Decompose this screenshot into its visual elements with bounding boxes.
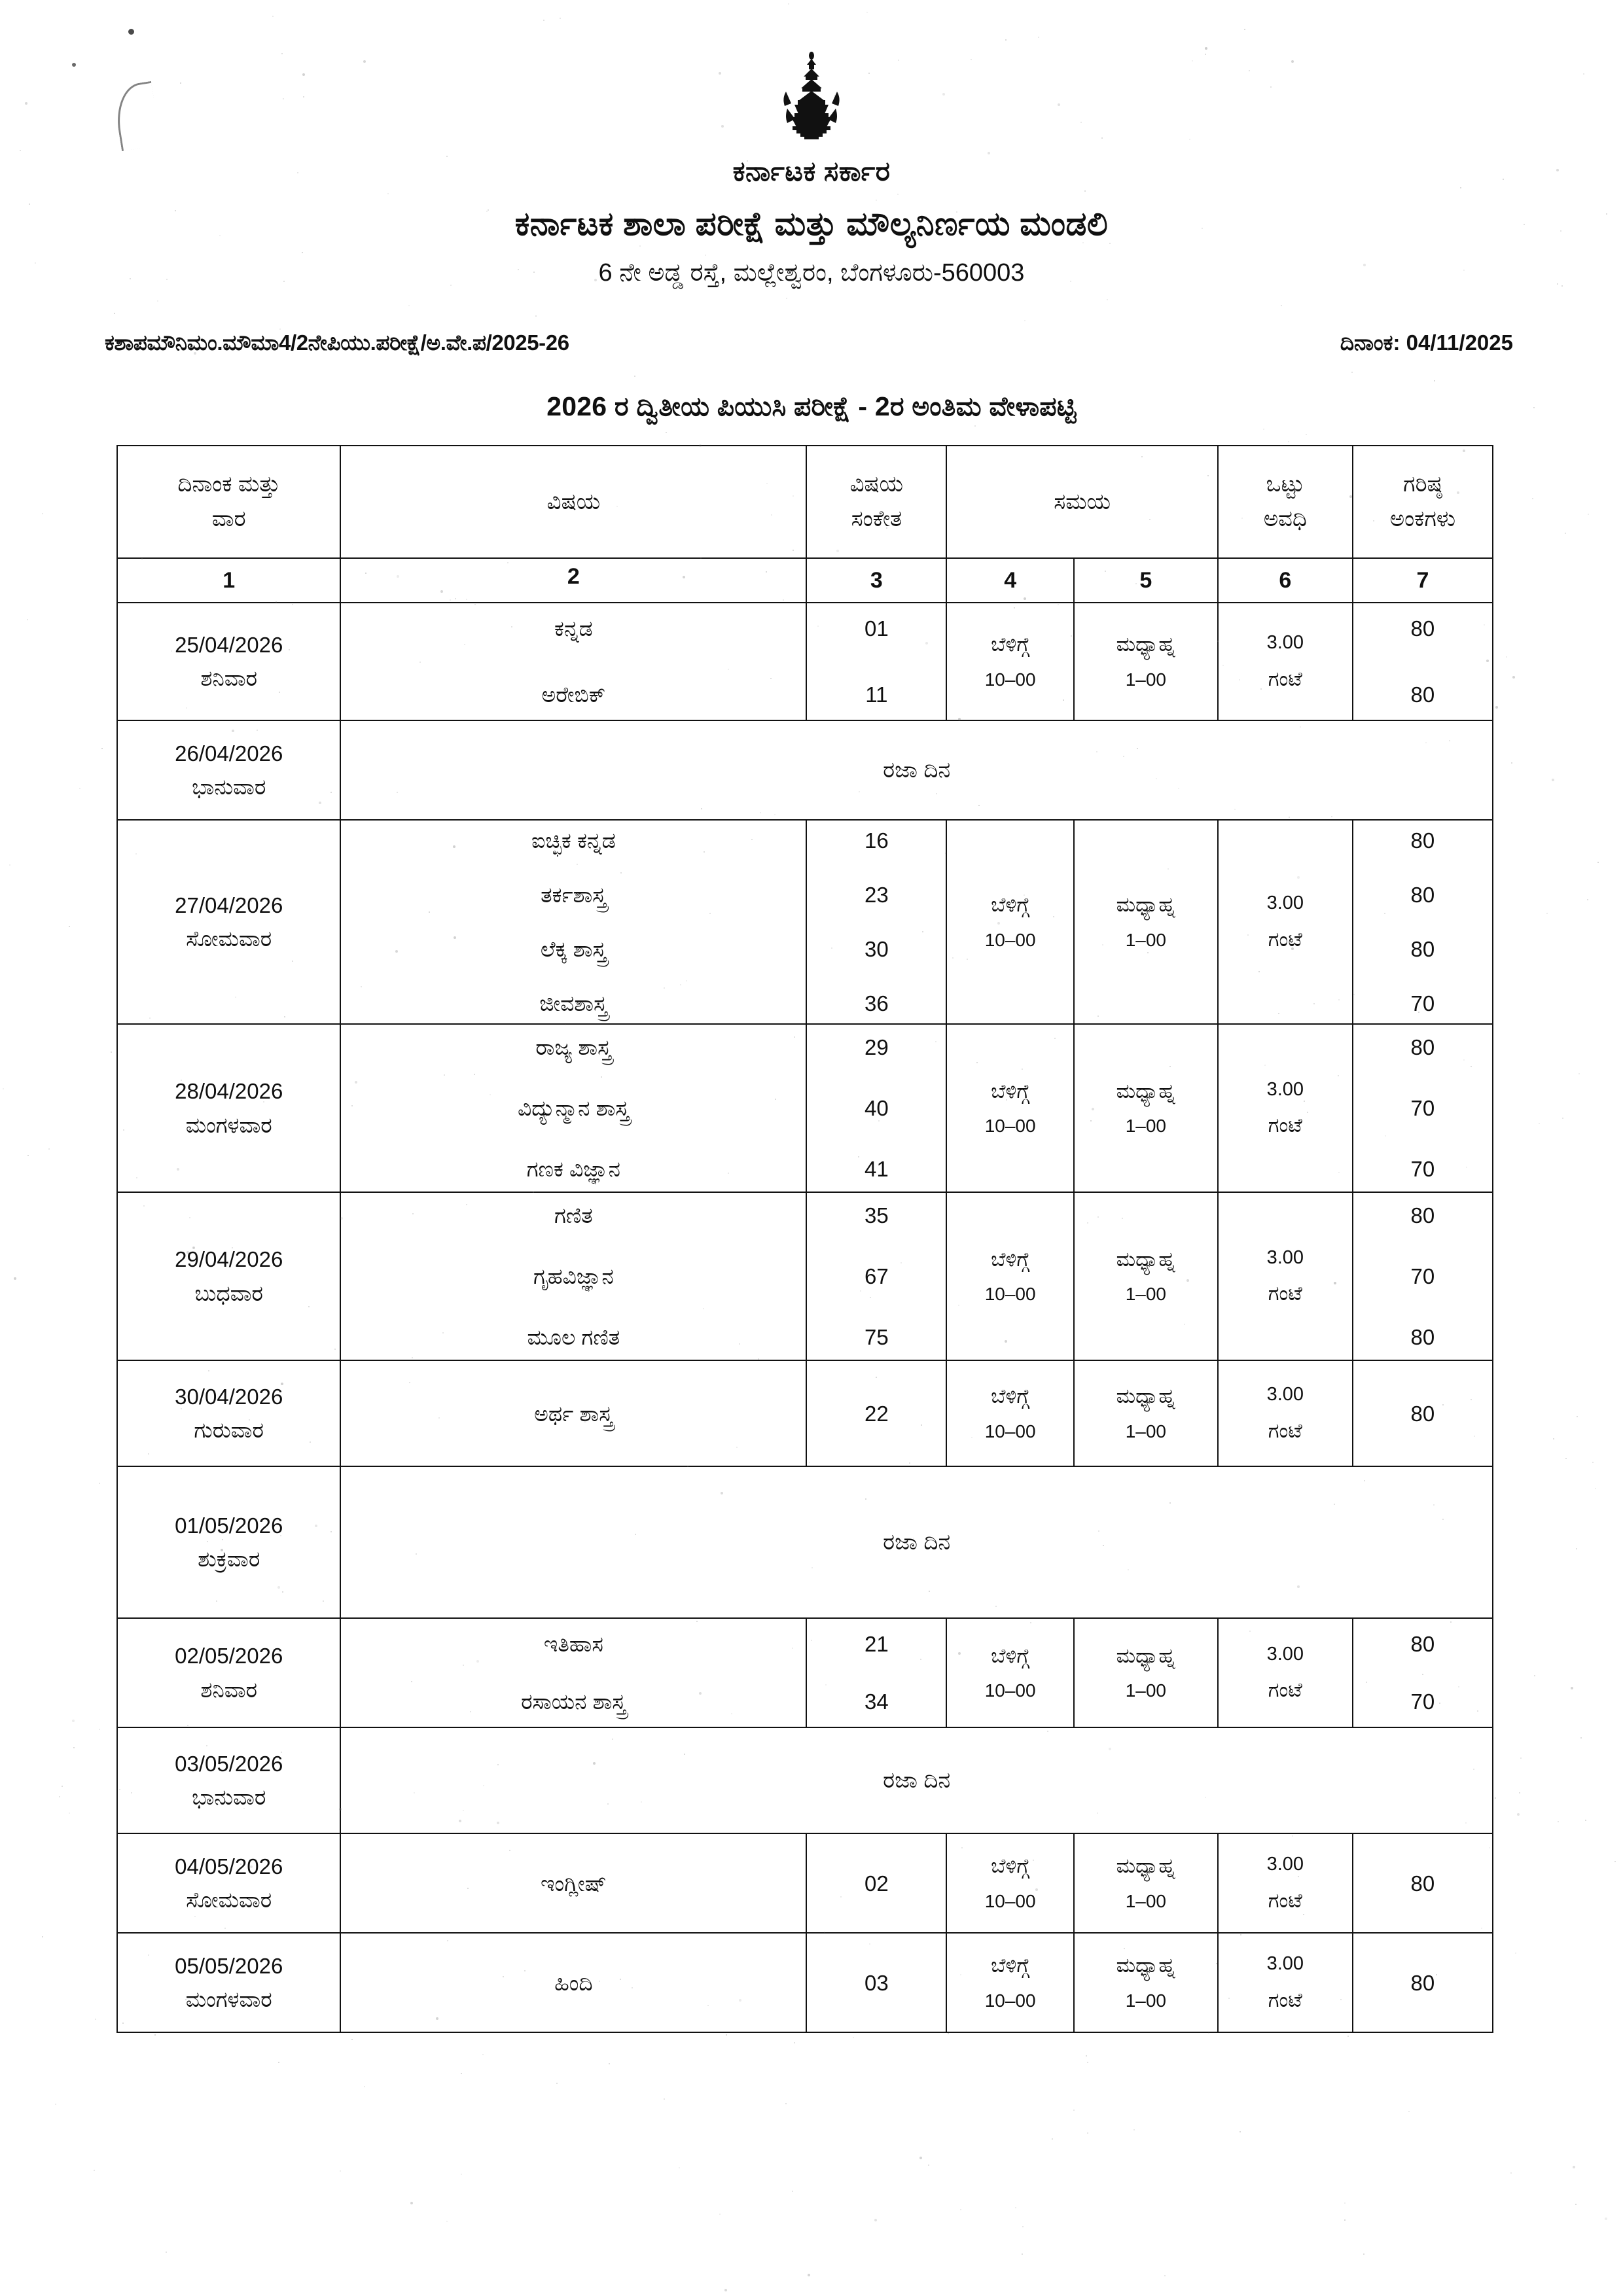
cell-time-from: [946, 1024, 1073, 1192]
cell-duration: [1218, 603, 1353, 720]
col-header-time: ಸಮಯ: [946, 446, 1217, 558]
time-to-value: 1–00: [1125, 929, 1166, 950]
table-row: [117, 603, 1493, 720]
table-row: [117, 720, 1493, 820]
row-date: 30/04/2026: [175, 1384, 283, 1409]
scan-artifact-dot: [128, 29, 134, 35]
subject-name: ಐಚ್ಛಿಕ ಕನ್ನಡ: [531, 828, 616, 853]
cell-date-day: [117, 720, 340, 820]
cell-max-marks: [1353, 820, 1493, 1024]
cell-date-day: [117, 820, 340, 1024]
time-from-label: ಬೆಳಿಗ್ಗೆ: [991, 1644, 1030, 1667]
subject-code: 36: [865, 991, 889, 1016]
cell-duration: [1218, 820, 1353, 1024]
time-from-label: ಬೆಳಿಗ್ಗೆ: [991, 633, 1030, 656]
time-to-value: 1–00: [1125, 1421, 1166, 1441]
row-date: 27/04/2026: [175, 892, 283, 917]
max-marks: 80: [1410, 616, 1435, 641]
cell-max-marks: [1353, 1618, 1493, 1727]
cell-time-from: [946, 603, 1073, 720]
time-to-value: 1–00: [1125, 1890, 1166, 1911]
max-marks: 70: [1410, 1689, 1435, 1714]
max-marks: 80: [1410, 1871, 1435, 1896]
table-row: [117, 1192, 1493, 1360]
subject-name: ಗೃಹವಿಜ್ಞಾನ: [533, 1264, 614, 1288]
cell-date-day: [117, 1024, 340, 1192]
time-to-value: 1–00: [1125, 669, 1166, 690]
col-number-7: 7: [1353, 558, 1493, 603]
cell-subject-codes: [806, 603, 946, 720]
cell-max-marks: [1353, 1360, 1493, 1466]
cell-subject-codes: [806, 1833, 946, 1933]
cell-subject-codes: [806, 1618, 946, 1727]
time-from-label: ಬೆಳಿಗ್ಗೆ: [991, 1385, 1030, 1408]
cell-time-to: [1074, 1360, 1218, 1466]
subject-name: ಇಂಗ್ಲೀಷ್: [541, 1871, 607, 1896]
table-row: [117, 1727, 1493, 1833]
cell-time-from: [946, 1618, 1073, 1727]
row-day: ಮಂಗಳವಾರ: [185, 1112, 272, 1137]
max-marks: 80: [1410, 1401, 1435, 1426]
max-marks: 80: [1410, 883, 1435, 907]
row-day: ಗುರುವಾರ: [194, 1418, 264, 1442]
subject-name: ಕನ್ನಡ: [554, 616, 593, 641]
col-header-duration-line1: ಒಟ್ಟು: [1266, 472, 1304, 497]
cell-holiday: ರಜಾ ದಿನ: [340, 1466, 1493, 1618]
cell-subjects: [340, 1360, 806, 1466]
col-number-6: 6: [1218, 558, 1353, 603]
subject-code: 11: [865, 682, 888, 707]
cell-time-from: [946, 1933, 1073, 2032]
max-marks: 80: [1410, 1203, 1435, 1227]
cell-subjects: [340, 820, 806, 1024]
max-marks: 80: [1410, 828, 1435, 853]
subject-code: 30: [865, 937, 889, 961]
cell-subject-codes: [806, 1024, 946, 1192]
subject-name: ಅರೇಬಿಕ್: [541, 682, 606, 707]
scan-artifact-dot: [72, 63, 76, 67]
row-day: ಭಾನುವಾರ: [192, 775, 266, 799]
emblem-container: [0, 51, 1623, 143]
reference-row: [105, 330, 1513, 356]
duration-value: 3.00: [1266, 892, 1304, 913]
duration-value: 3.00: [1266, 1384, 1304, 1405]
col-header-date-line1: ದಿನಾಂಕ ಮತ್ತು: [177, 472, 281, 497]
col-number-3: 3: [806, 558, 946, 603]
page-title: 2026 ರ ದ್ವಿತೀಯ ಪಿಯುಸಿ ಪರೀಕ್ಷೆ - 2ರ ಅಂತಿಮ ವೇಳಾಪಟ್ಟಿ: [546, 391, 1077, 421]
time-from-value: 10–00: [984, 669, 1036, 690]
table-row: [117, 1466, 1493, 1618]
time-to-label: ಮಧ್ಯಾಹ್ನ: [1116, 1247, 1176, 1271]
cell-max-marks: [1353, 1833, 1493, 1933]
cell-duration: [1218, 1833, 1353, 1933]
duration-unit: ಗಂಟೆ: [1268, 667, 1302, 690]
max-marks: 80: [1410, 1325, 1435, 1349]
cell-duration: [1218, 1192, 1353, 1360]
col-header-date-line2: ವಾರ: [211, 506, 246, 531]
cell-date-day: [117, 1727, 340, 1833]
col-header-date-and-day: [117, 446, 340, 558]
max-marks: 80: [1410, 1035, 1435, 1059]
cell-date-day: [117, 1466, 340, 1618]
cell-subject-codes: [806, 1360, 946, 1466]
cell-duration: [1218, 1933, 1353, 2032]
row-date: 05/05/2026: [175, 1953, 283, 1978]
cell-time-to: [1074, 603, 1218, 720]
subject-name: ಹಿಂದಿ: [554, 1970, 593, 1995]
subject-code: 40: [865, 1096, 889, 1120]
time-to-label: ಮಧ್ಯಾಹ್ನ: [1116, 633, 1176, 656]
cell-duration: [1218, 1618, 1353, 1727]
col-header-max-marks: [1353, 446, 1493, 558]
cell-subjects: [340, 1933, 806, 2032]
cell-subjects: [340, 1192, 806, 1360]
subject-code: 67: [865, 1264, 889, 1288]
cell-time-to: [1074, 1024, 1218, 1192]
row-day: ಸೋಮವಾರ: [186, 927, 272, 951]
duration-value: 3.00: [1266, 1854, 1304, 1875]
duration-unit: ಗಂಟೆ: [1268, 1282, 1302, 1305]
subject-name: ಇತಿಹಾಸ: [543, 1632, 603, 1656]
col-number-1: 1: [117, 558, 340, 603]
cell-duration: [1218, 1360, 1353, 1466]
table-column-number-row: [117, 558, 1493, 603]
col-header-duration-line2: ಅವಧಿ: [1263, 506, 1307, 531]
max-marks: 80: [1410, 1632, 1435, 1656]
duration-unit: ಗಂಟೆ: [1268, 1678, 1302, 1702]
table-header-row: [117, 446, 1493, 558]
col-header-marks-line2: ಅಂಕಗಳು: [1389, 506, 1456, 531]
government-name: ಕರ್ನಾಟಕ ಸರ್ಕಾರ: [732, 156, 891, 186]
col-header-code-line2: ಸಂಕೇತ: [851, 506, 902, 531]
duration-unit: ಗಂಟೆ: [1268, 1988, 1302, 2011]
cell-subjects: [340, 603, 806, 720]
row-date: 02/05/2026: [175, 1644, 283, 1669]
duration-unit: ಗಂಟೆ: [1268, 1114, 1302, 1137]
row-day: ಶನಿವಾರ: [200, 666, 258, 690]
cell-holiday: ರಜಾ ದಿನ: [340, 720, 1493, 820]
cell-date-day: [117, 603, 340, 720]
col-header-marks-line1: ಗರಿಷ್ಠ: [1403, 472, 1442, 497]
subject-code: 02: [865, 1871, 889, 1896]
reference-number: ಕಶಾಪಮೌನಿಮಂ.ಮೌಮಾ4/2ನೇಪಿಯು.ಪರೀಕ್ಷೆ/ಅ.ವೇ.ಪ/2025-26: [105, 330, 569, 355]
duration-value: 3.00: [1266, 1246, 1304, 1268]
time-from-value: 10–00: [984, 1680, 1036, 1701]
max-marks: 70: [1410, 1264, 1435, 1288]
table-row: [117, 1618, 1493, 1727]
subject-name: ರಾಜ್ಯ ಶಾಸ್ತ್ರ: [535, 1035, 612, 1059]
time-from-label: ಬೆಳಿಗ್ಗೆ: [991, 1954, 1030, 1977]
subject-code: 23: [865, 883, 889, 907]
cell-date-day: [117, 1933, 340, 2032]
subject-code: 35: [865, 1203, 889, 1227]
cell-subjects: [340, 1618, 806, 1727]
time-to-label: ಮಧ್ಯಾಹ್ನ: [1116, 1954, 1176, 1977]
subject-name: ತರ್ಕಶಾಸ್ತ್ರ: [541, 883, 607, 907]
duration-unit: ಗಂಟೆ: [1268, 927, 1302, 951]
cell-date-day: [117, 1618, 340, 1727]
subject-name: ಮೂಲ ಗಣಿತ: [527, 1325, 620, 1349]
subject-code: 29: [865, 1035, 889, 1059]
col-header-code-line1: ವಿಷಯ: [849, 472, 904, 497]
time-to-label: ಮಧ್ಯಾಹ್ನ: [1116, 1854, 1176, 1878]
subject-name: ಗಣಿತ: [554, 1203, 593, 1227]
exam-timetable: [116, 445, 1493, 2033]
duration-value: 3.00: [1266, 632, 1304, 653]
cell-subjects: [340, 1024, 806, 1192]
row-date: 26/04/2026: [175, 741, 283, 766]
cell-time-from: [946, 1833, 1073, 1933]
duration-unit: ಗಂಟೆ: [1268, 1888, 1302, 1912]
row-day: ಶುಕ್ರವಾರ: [198, 1547, 260, 1571]
time-from-value: 10–00: [984, 1284, 1036, 1305]
board-name: ಕರ್ನಾಟಕ ಶಾಲಾ ಪರೀಕ್ಷೆ ಮತ್ತು ಮೌಲ್ಯನಿರ್ಣಯ ಮಂಡಲಿ: [514, 205, 1109, 242]
subject-code: 34: [865, 1689, 889, 1714]
time-from-value: 10–00: [984, 1990, 1036, 2011]
time-to-value: 1–00: [1125, 1990, 1166, 2011]
max-marks: 80: [1410, 682, 1435, 707]
subject-code: 03: [865, 1970, 889, 1995]
time-to-value: 1–00: [1125, 1284, 1166, 1305]
cell-subject-codes: [806, 1933, 946, 2032]
time-from-value: 10–00: [984, 1421, 1036, 1441]
time-to-label: ಮಧ್ಯಾಹ್ನ: [1116, 1385, 1176, 1408]
row-date: 29/04/2026: [175, 1247, 283, 1272]
row-day: ಬುಧವಾರ: [194, 1280, 263, 1305]
time-from-label: ಬೆಳಿಗ್ಗೆ: [991, 1247, 1030, 1271]
subject-code: 75: [865, 1325, 889, 1349]
table-row: [117, 1360, 1493, 1466]
subject-code: 01: [865, 616, 889, 641]
max-marks: 70: [1410, 991, 1435, 1016]
time-to-label: ಮಧ್ಯಾಹ್ನ: [1116, 1644, 1176, 1667]
col-number-2: 2: [340, 558, 806, 603]
col-header-duration: [1218, 446, 1353, 558]
subject-code: 21: [865, 1632, 889, 1656]
row-date: 04/05/2026: [175, 1854, 283, 1879]
max-marks: 70: [1410, 1096, 1435, 1120]
cell-max-marks: [1353, 603, 1493, 720]
duration-value: 3.00: [1266, 1953, 1304, 1974]
row-day: ಮಂಗಳವಾರ: [185, 1987, 272, 2011]
table-row: [117, 1933, 1493, 2032]
subject-code: 41: [865, 1157, 889, 1181]
cell-holiday: ರಜಾ ದಿನ: [340, 1727, 1493, 1833]
row-date: 01/05/2026: [175, 1513, 283, 1538]
cell-date-day: [117, 1192, 340, 1360]
time-to-label: ಮಧ್ಯಾಹ್ನ: [1116, 893, 1176, 917]
cell-time-from: [946, 1192, 1073, 1360]
cell-time-to: [1074, 1833, 1218, 1933]
cell-subject-codes: [806, 1192, 946, 1360]
subject-name: ಲೆಕ್ಕ ಶಾಸ್ತ್ರ: [540, 937, 607, 961]
time-from-value: 10–00: [984, 1890, 1036, 1911]
subject-name: ಗಣಕ ವಿಜ್ಞಾನ: [526, 1157, 621, 1181]
cell-time-to: [1074, 1933, 1218, 2032]
table-row: [117, 1024, 1493, 1192]
cell-max-marks: [1353, 1024, 1493, 1192]
letterhead: [0, 154, 1623, 289]
cell-time-from: [946, 1360, 1073, 1466]
cell-date-day: [117, 1360, 340, 1466]
timetable-container: [116, 445, 1493, 2033]
row-day: ಭಾನುವಾರ: [192, 1785, 266, 1809]
cell-date-day: [117, 1833, 340, 1933]
cell-time-from: [946, 820, 1073, 1024]
time-to-value: 1–00: [1125, 1116, 1166, 1137]
col-header-subject-code: [806, 446, 946, 558]
subject-name: ರಸಾಯನ ಶಾಸ್ತ್ರ: [521, 1689, 626, 1714]
col-number-4: 4: [946, 558, 1073, 603]
document-date: ದಿನಾಂಕ: 04/11/2025: [1340, 330, 1513, 355]
cell-time-to: [1074, 820, 1218, 1024]
time-to-value: 1–00: [1125, 1680, 1166, 1701]
cell-subject-codes: [806, 820, 946, 1024]
board-address: 6 ನೇ ಅಡ್ಡ ರಸ್ತೆ, ಮಲ್ಲೇಶ್ವರಂ, ಬೆಂಗಳೂರು-560003: [598, 259, 1025, 287]
max-marks: 70: [1410, 1157, 1435, 1181]
col-number-5: 5: [1074, 558, 1218, 603]
row-date: 28/04/2026: [175, 1079, 283, 1104]
subject-name: ಅರ್ಥ ಶಾಸ್ತ್ರ: [534, 1401, 613, 1426]
row-day: ಸೋಮವಾರ: [186, 1888, 272, 1912]
subject-code: 16: [865, 828, 889, 853]
cell-time-to: [1074, 1192, 1218, 1360]
time-to-label: ಮಧ್ಯಾಹ್ನ: [1116, 1079, 1176, 1103]
col-header-subject: ವಿಷಯ: [340, 446, 806, 558]
time-from-value: 10–00: [984, 929, 1036, 950]
time-from-label: ಬೆಳಿಗ್ಗೆ: [991, 893, 1030, 917]
cell-time-to: [1074, 1618, 1218, 1727]
karnataka-state-emblem-icon: [773, 51, 850, 143]
duration-value: 3.00: [1266, 1643, 1304, 1665]
subject-name: ವಿದ್ಯುನ್ಮಾನ ಶಾಸ್ತ್ರ: [518, 1096, 630, 1120]
time-from-label: ಬೆಳಿಗ್ಗೆ: [991, 1854, 1030, 1878]
duration-unit: ಗಂಟೆ: [1268, 1419, 1302, 1442]
cell-max-marks: [1353, 1192, 1493, 1360]
table-row: [117, 820, 1493, 1024]
subject-name: ಜೀವಶಾಸ್ತ್ರ: [539, 991, 608, 1016]
time-from-label: ಬೆಳಿಗ್ಗೆ: [991, 1079, 1030, 1103]
time-from-value: 10–00: [984, 1116, 1036, 1137]
table-row: [117, 1833, 1493, 1933]
subject-code: 22: [865, 1401, 889, 1426]
cell-subjects: [340, 1833, 806, 1933]
duration-value: 3.00: [1266, 1078, 1304, 1100]
cell-duration: [1218, 1024, 1353, 1192]
row-date: 03/05/2026: [175, 1751, 283, 1776]
row-day: ಶನಿವಾರ: [200, 1677, 258, 1702]
max-marks: 80: [1410, 937, 1435, 961]
row-date: 25/04/2026: [175, 632, 283, 657]
max-marks: 80: [1410, 1970, 1435, 1995]
cell-max-marks: [1353, 1933, 1493, 2032]
